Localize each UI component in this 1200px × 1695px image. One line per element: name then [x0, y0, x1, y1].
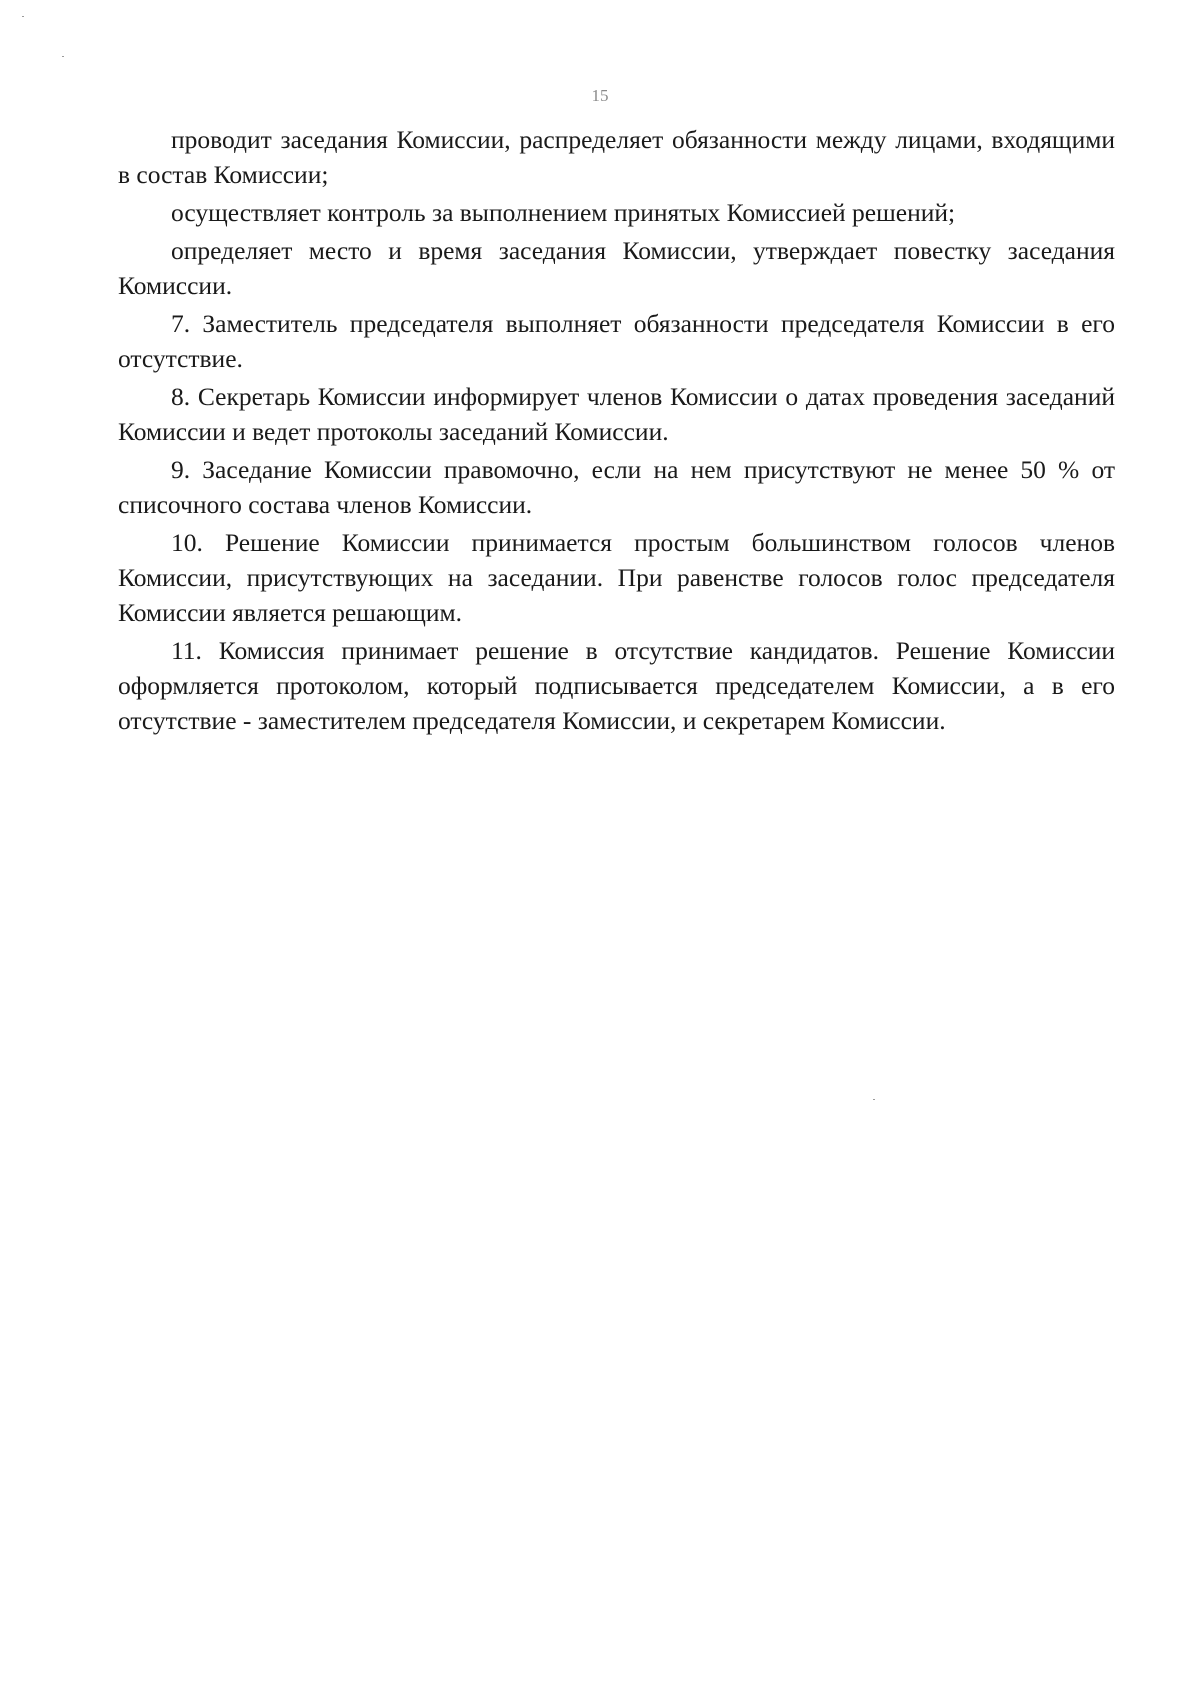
paragraph-item-8: 8. Секретарь Комиссии информирует членов Комиссии о датах проведения заседаний Комиссии и ведет протоколы заседаний Комиссии. — [118, 382, 1115, 446]
paragraph-item-9: 9. Заседание Комиссии правомочно, если на нем присутствуют не менее 50 % от списочного состава членов Комиссии. — [118, 455, 1115, 519]
scan-speck — [22, 16, 24, 17]
paragraph: определяет место и время заседания Комиссии, утверждает повестку заседания Комиссии. — [118, 236, 1115, 300]
document-body — [118, 122, 1115, 741]
scan-speck — [873, 1099, 875, 1100]
paragraph: осуществляет контроль за выполнением принятых Комиссией решений; — [171, 198, 956, 227]
paragraph: проводит заседания Комиссии, распределяет обязанности между лицами, входящими в состав Комиссии; — [118, 125, 1115, 189]
paragraph-item-11: 11. Комиссия принимает решение в отсутствие кандидатов. Решение Комиссии оформляется протоколом, который подписывается председателем Комиссии, а в его отсутствие - заместителем председателя Комиссии, и секретарем Комиссии. — [118, 636, 1115, 735]
paragraph-item-10: 10. Решение Комиссии принимается простым большинством голосов членов Комиссии, присутствующих на заседании. При равенстве голосов голос председателя Комиссии является решающим. — [118, 528, 1115, 627]
page-number: 15 — [591, 86, 609, 105]
paragraph-item-7: 7. Заместитель председателя выполняет обязанности председателя Комиссии в его отсутствие. — [118, 309, 1115, 373]
scan-speck — [62, 56, 64, 57]
